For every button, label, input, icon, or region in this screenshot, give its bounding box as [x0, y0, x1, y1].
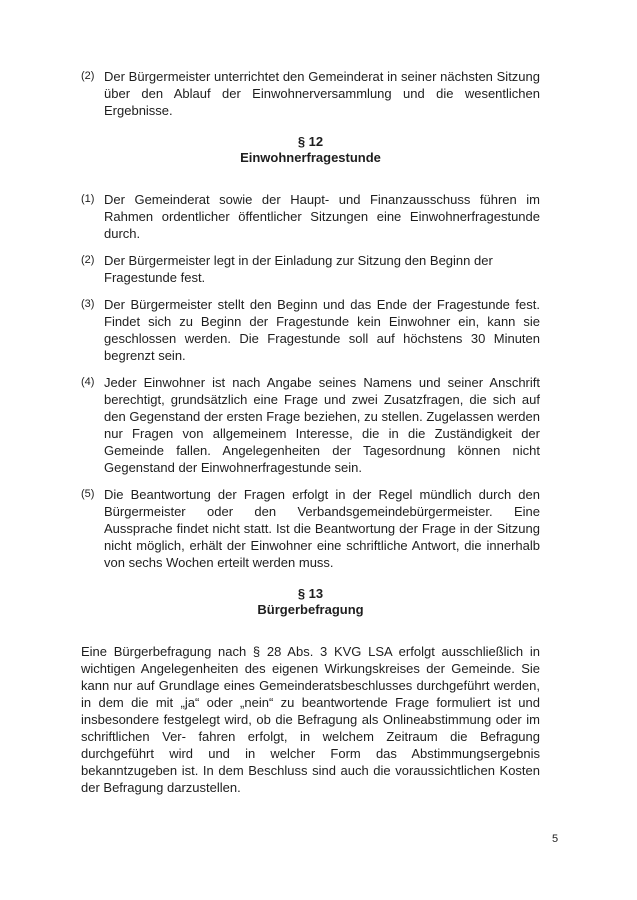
body-paragraph: Eine Bürgerbefragung nach § 28 Abs. 3 KVG LSA erfolgt ausschließlich in wichtigen Angelegenheiten des eigenen Wirkungskreises der Gemeinde. Sie kann nur auf Grundlage eines Gemeinderatsbeschlusses durchgeführt werden, in dem die mit „ja“ oder „nein“ zu beantwortende Frage formuliert ist und insbesondere festgelegt wird, ob die Befragung als Onlineabstimmung oder im schriftlichen Ver- fahren erfolgt, in welchem Zeitraum die Befragung durchgeführt wird und in welcher Form das Abstimmungsergebnis bekanntzugeben ist. In dem Beschluss sind auch die voraussichtlichen Kosten der Befragung darzustellen.: [81, 644, 540, 795]
item-text: Der Bürgermeister unterrichtet den Gemeinderat in seiner nächsten Sitzung über den Ablauf der Einwohnerversammlung und die wesentlichen Ergebnisse.: [104, 69, 540, 118]
list-item: [81, 486, 540, 571]
page-number: 5: [552, 833, 559, 845]
list-item: [81, 252, 540, 286]
list-item: [81, 68, 540, 119]
section-title: Einwohnerfragestunde: [240, 150, 381, 165]
list-item: [81, 191, 540, 242]
section-number: § 12: [297, 134, 324, 149]
item-text: Jeder Einwohner ist nach Angabe seines Namens und seiner Anschrift berechtigt, grundsätzlich eine Frage und zwei Zusatzfragen, die sich auf den Gegenstand der ersten Frage beziehen, zu stellen. Zugelassen werden nur Fragen von allgemeinem Interesse, die in die Zuständigkeit der Gemeinde fallen. Angelegenheiten der Tagesordnung können nicht Gegenstand der Einwohnerfragestunde sein.: [104, 375, 540, 475]
section-number: § 13: [297, 586, 324, 601]
section-heading: [81, 586, 540, 618]
item-number: (2): [81, 254, 95, 266]
item-number: (2): [81, 70, 95, 82]
list-item: [81, 374, 540, 476]
section-heading: [81, 134, 540, 166]
item-number: (1): [81, 193, 95, 205]
list-item: [81, 296, 540, 364]
item-text: Der Gemeinderat sowie der Haupt- und Finanzausschuss führen im Rahmen ordentlicher öffentlicher Sitzungen eine Einwohnerfragestunde durch.: [104, 192, 540, 241]
item-text: Die Beantwortung der Fragen erfolgt in der Regel mündlich durch den Bürgermeister oder den Verbandsgemeindebürgermeister. Eine Aussprache findet nicht statt. Ist die Beantwortung der Frage in der Sitzung nicht möglich, erhält der Einwohner eine schriftliche Antwort, die innerhalb von sechs Wochen erteilt werden muss.: [104, 487, 540, 570]
item-number: (3): [81, 298, 95, 310]
section-title: Bürgerbefragung: [257, 602, 364, 617]
item-number: (4): [81, 376, 95, 388]
document-page: [81, 68, 540, 796]
item-number: (5): [81, 488, 95, 500]
item-text: Der Bürgermeister stellt den Beginn und das Ende der Fragestunde fest. Findet sich zu Beginn der Fragestunde kein Einwohner ein, kann sie geschlossen werden. Die Fragestunde soll auf höchstens 30 Minuten begrenzt sein.: [104, 297, 540, 363]
item-text: Der Bürgermeister legt in der Einladung zur Sitzung den Beginn der Fragestunde fest.: [104, 253, 493, 285]
